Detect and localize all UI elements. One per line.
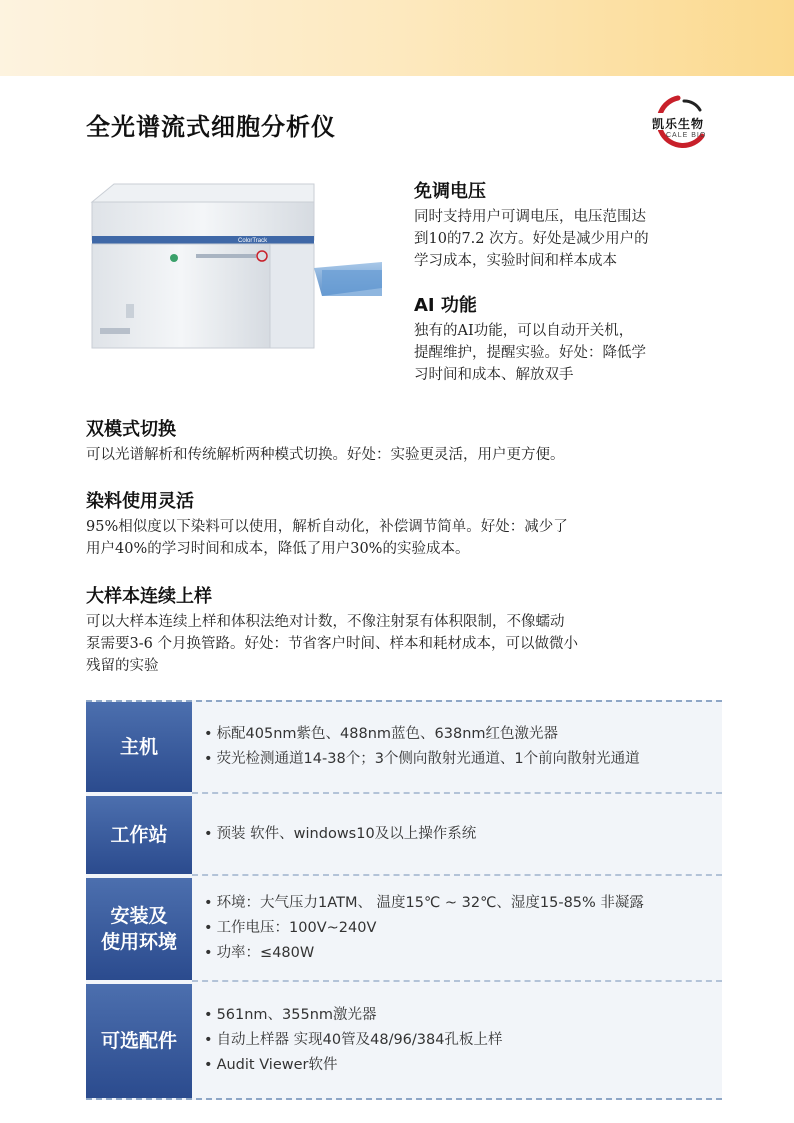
spec-item: • Audit Viewer软件 [204, 1053, 716, 1078]
feature-title: AI 功能 [414, 295, 477, 316]
spec-item: • 561nm、355nm激光器 [204, 1003, 716, 1028]
spec-row-host [86, 702, 722, 792]
spec-row-environment [86, 876, 722, 980]
spec-row-items [204, 982, 716, 1098]
spec-item: • 自动上样器 实现40管及48/96/384孔板上样 [204, 1028, 716, 1053]
feature-line: 同时支持用户可调电压，电压范围达 [414, 209, 646, 225]
spec-item: • 荧光检测通道14-38个；3个侧向散射光通道、1个前向散射光通道 [204, 747, 716, 772]
feature-dye-flexibility [86, 490, 716, 560]
feature-title: 染料使用灵活 [86, 491, 194, 512]
spec-row-label-line: 安装及 [110, 905, 168, 927]
spec-row-workstation [86, 794, 722, 874]
product-brand-label: ColorTrack [238, 238, 268, 244]
product-image [86, 178, 391, 358]
feature-dual-mode [86, 418, 716, 466]
feature-line: 学习成本，实验时间和样本成本 [414, 253, 617, 269]
logo-chinese-name: 凯乐生物 [652, 117, 705, 131]
feature-voltage [414, 180, 714, 272]
feature-description [414, 320, 714, 386]
feature-line: 残留的实验 [86, 658, 159, 674]
feature-ai [414, 294, 714, 386]
feature-line: 泵需要3-6 个月换管路。好处：节省客户时间、样本和耗材成本，可以做微小 [86, 636, 578, 652]
feature-line: 习时间和成本、解放双手 [414, 367, 574, 383]
spec-row-label-line: 使用环境 [100, 931, 177, 953]
spec-row-label: 可选配件 [86, 982, 192, 1098]
feature-title: 大样本连续上样 [86, 586, 212, 607]
spec-row-items [204, 876, 716, 980]
feature-line: 可以大样本连续上样和体积法绝对计数，不像注射泵有体积限制，不像蠕动 [86, 614, 565, 630]
feature-description [86, 611, 716, 677]
page-title: 全光谱流式细胞分析仪 [86, 113, 336, 141]
spec-item: • 标配405nm紫色、488nm蓝色、638nm红色激光器 [204, 722, 716, 747]
feature-line: 95%相似度以下染料可以使用，解析自动化，补偿调节简单。好处：减少了 [86, 519, 568, 535]
feature-description [86, 444, 716, 466]
company-logo [644, 92, 732, 152]
feature-continuous-loading [86, 585, 716, 677]
spec-item: • 工作电压：100V~240V [204, 916, 716, 941]
spec-table [86, 700, 722, 1100]
feature-description [414, 206, 714, 272]
spec-row-accessories [86, 982, 722, 1098]
feature-description [86, 516, 716, 560]
spec-row-label: 主机 [86, 702, 192, 792]
spec-row-label [86, 876, 192, 980]
spec-item: • 功率：≤480W [204, 941, 716, 966]
logo-english-name: CALE BIO [666, 132, 707, 139]
spec-row-items [204, 794, 716, 874]
spec-item: • 预装 软件、windows10及以上操作系统 [204, 822, 716, 847]
feature-line: 独有的AI功能，可以自动开关机， [414, 323, 634, 339]
feature-title: 免调电压 [414, 181, 486, 202]
top-decorative-band [0, 0, 794, 76]
feature-line: 提醒维护，提醒实验。好处：降低学 [414, 345, 646, 361]
spec-item: • 环境：大气压力1ATM、 温度15℃ ~ 32℃、湿度15-85% 非凝露 [204, 891, 716, 916]
feature-line: 可以光谱解析和传统解析两种模式切换。好处：实验更灵活，用户更方便。 [86, 447, 565, 463]
feature-line: 到10的7.2 次方。好处是减少用户的 [414, 231, 649, 247]
feature-line: 用户40%的学习时间和成本，降低了用户30%的实验成本。 [86, 541, 470, 557]
feature-title: 双模式切换 [86, 419, 176, 440]
spec-row-label: 工作站 [86, 794, 192, 874]
spec-row-items [204, 702, 716, 792]
